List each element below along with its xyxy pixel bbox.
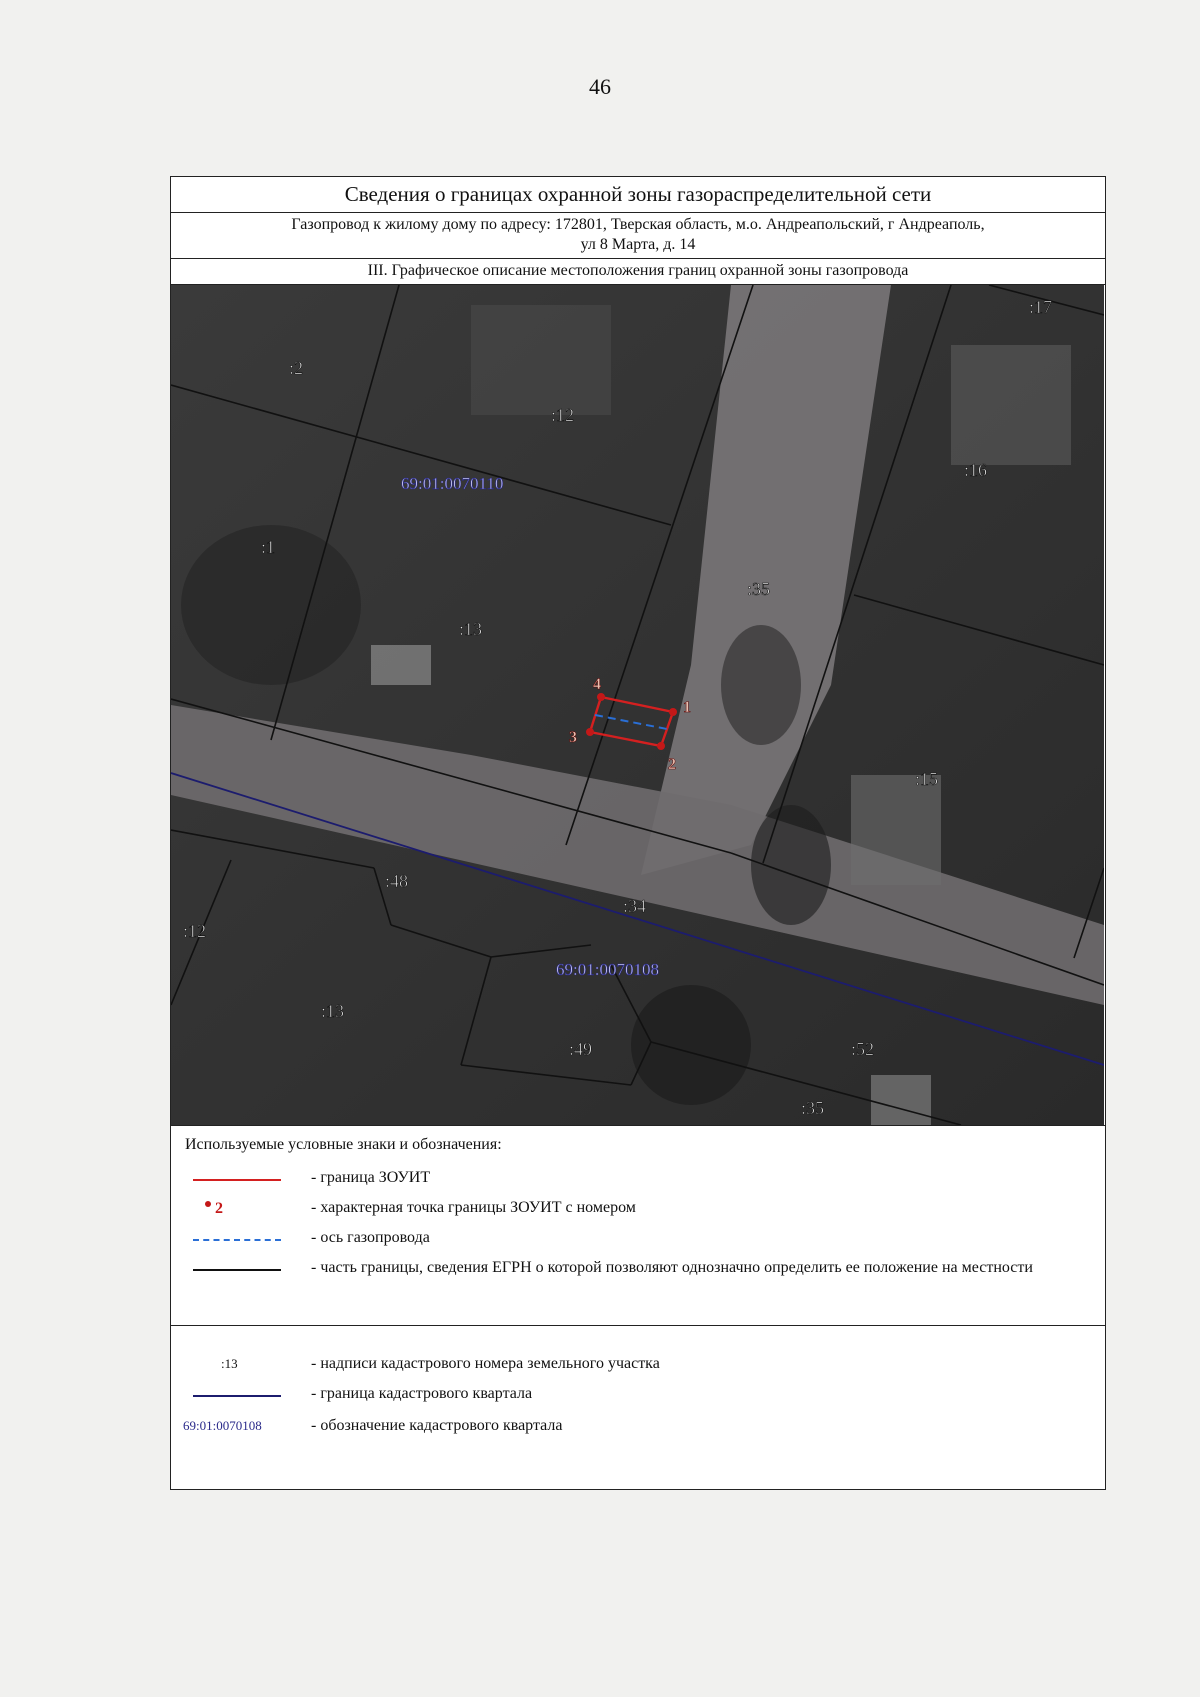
parcel-label: :48 — [385, 871, 409, 891]
cadastral-map[interactable] — [171, 285, 1104, 1125]
zone-point-1-marker — [669, 708, 677, 716]
document-title: Сведения о границах охранной зоны газораспределительной сети — [171, 177, 1105, 213]
red-line-symbol — [183, 1168, 291, 1192]
roof-2 — [951, 345, 1071, 465]
legend-heading: Используемые условные знаки и обозначения: — [185, 1136, 502, 1153]
black-line-symbol — [183, 1258, 291, 1282]
parcel-label: :13 — [321, 1001, 345, 1021]
roof-5 — [871, 1075, 931, 1125]
quarter-symbol-text: 69:01:0070108 — [183, 1418, 262, 1433]
parcel-label: :17 — [1029, 297, 1053, 317]
parcel-label: :15 — [915, 769, 939, 789]
parcel-label: :35 — [801, 1098, 825, 1118]
parcel-label: :52 — [851, 1039, 875, 1059]
map-svg — [171, 285, 1104, 1125]
tree-3 — [721, 625, 801, 745]
roof-3 — [471, 305, 611, 415]
legend — [170, 1126, 1106, 1326]
legend-item-text: - часть границы, сведения ЕГРН о которой позволяют однозначно определить ее положение на местности — [311, 1259, 1033, 1276]
quarter-label: 69:01:0070108 — [556, 960, 659, 979]
navy-line-symbol — [183, 1384, 291, 1408]
zone-point-3-marker — [586, 728, 594, 736]
parcel-label-symbol — [183, 1354, 291, 1378]
zone-point-4-marker — [597, 693, 605, 701]
legend-item-text: - обозначение кадастрового квартала — [311, 1417, 563, 1434]
zone-info-frame — [170, 176, 1106, 1126]
legend-item-text: - надписи кадастрового номера земельного участка — [311, 1355, 660, 1372]
legend-item-text: - характерная точка границы ЗОУИТ с номером — [311, 1199, 636, 1216]
legend-continued — [170, 1326, 1106, 1490]
parcel-label: :12 — [183, 921, 207, 941]
section-heading: III. Графическое описание местоположения границ охранной зоны газопровода — [171, 259, 1105, 285]
zone-point-label: 1 — [683, 699, 691, 716]
legend-item-text: - граница ЗОУИТ — [311, 1169, 431, 1186]
parcel-label: :49 — [569, 1039, 593, 1059]
roof-4 — [851, 775, 941, 885]
zone-point-label: 2 — [668, 756, 676, 773]
object-address-line-1: Газопровод к жилому дому по адресу: 172801, Тверская область, м.о. Андреапольский, г Андреаполь, — [291, 216, 985, 233]
parcel-label: :2 — [289, 358, 304, 378]
zone-point-2-marker — [657, 742, 665, 750]
parcel-label: :1 — [261, 537, 276, 557]
parcel-label: :34 — [623, 896, 647, 916]
red-point-symbol — [183, 1198, 291, 1222]
object-address-line-2: ул 8 Марта, д. 14 — [580, 236, 696, 253]
roof-1 — [371, 645, 431, 685]
legend-item-text: - граница кадастрового квартала — [311, 1385, 533, 1402]
parcel-symbol-text: :13 — [221, 1356, 238, 1371]
blue-dashed-line-symbol — [183, 1228, 291, 1252]
parcel-label: :16 — [964, 460, 988, 480]
parcel-label: :35 — [747, 579, 771, 599]
legend-item-text: - ось газопровода — [311, 1229, 430, 1246]
zone-point-label: 4 — [593, 676, 601, 693]
parcel-label: :12 — [551, 405, 575, 425]
page-number: 46 — [589, 74, 611, 99]
point-symbol-number: 2 — [215, 1200, 223, 1217]
quarter-label: 69:01:0070110 — [401, 474, 504, 493]
parcel-label: :13 — [459, 619, 483, 639]
quarter-label-symbol — [183, 1416, 291, 1440]
object-description — [171, 213, 1105, 259]
zone-point-label: 3 — [569, 729, 577, 746]
